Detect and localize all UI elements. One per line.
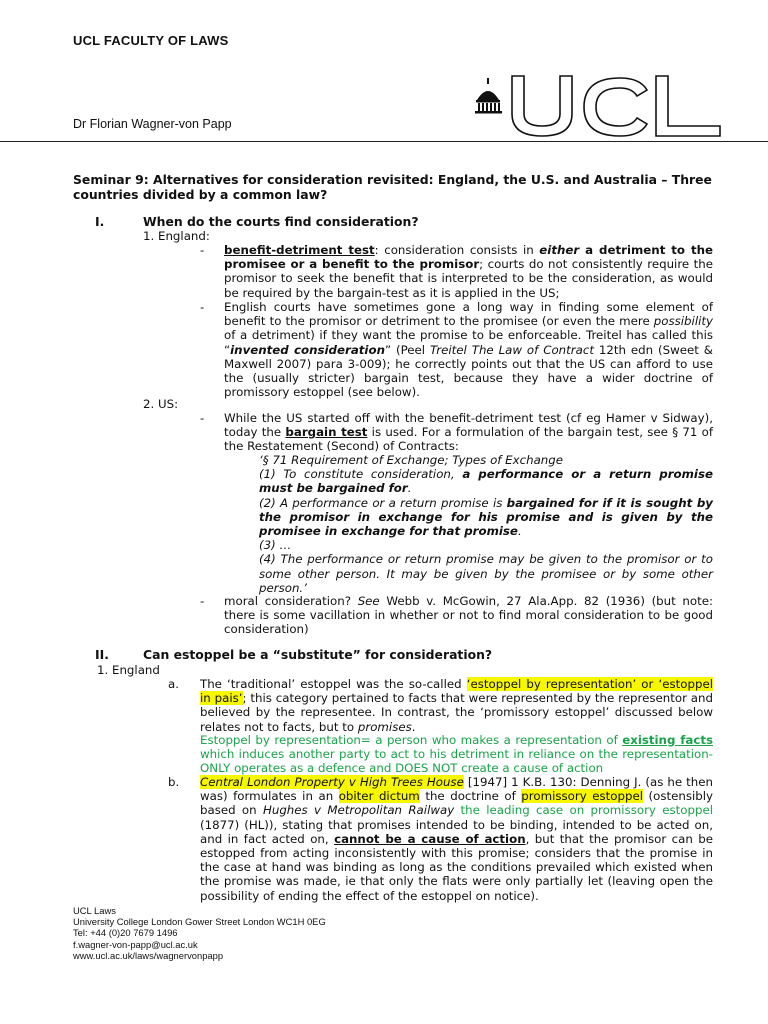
emphasis: promises [357, 719, 412, 734]
seminar-title: Seminar 9: Alternatives for consideration revisited: England, the U.S. and Australia – Three countries divided by a common law? [73, 172, 712, 202]
benefit-detriment-paragraph [224, 243, 713, 300]
text: (1877) (HL)), stating that promises intended to be binding, intended to be acted on, and in fact acted on, [200, 817, 713, 846]
text: Estoppel by representation= a person who makes a representation of [200, 733, 623, 747]
highlighted-text: obiter dictum [338, 789, 420, 804]
section-title: When do the courts find consideration? [143, 214, 419, 229]
bullet-dash: - [200, 300, 205, 314]
text: . [411, 719, 416, 734]
item-marker: a. [168, 677, 179, 691]
text: moral consideration? [224, 594, 358, 608]
high-trees-paragraph [200, 775, 713, 903]
faculty-name: UCL FACULTY OF LAWS [73, 33, 229, 48]
highlighted-text: promissory estoppel [521, 789, 643, 804]
emphasis: cannot be a cause of action [334, 831, 526, 846]
text: English courts have sometimes gone a long way in finding some element of benefit to the promisor or detriment to the promisee (or even the mere [224, 300, 713, 329]
footer-line: University College London Gower Street London WC1H 0EG [73, 916, 326, 928]
text: (ostensibly based on [200, 789, 714, 818]
quote-line [259, 467, 713, 495]
quote-line: (4) The performance or return promise may be given to the promisor or to some other person. It may be given by the promisee or by some other person.’ [259, 552, 713, 595]
note-text: the leading case on promissory estoppel [454, 803, 713, 818]
bullet-dash: - [200, 243, 205, 257]
section-title: Can estoppel be a “substitute” for consideration? [143, 647, 493, 662]
text: ; this category pertained to facts that were represented by the representor and believed by the representee. In contrast, the ‘promissory estoppel’ discussed below relates not to facts, but to [200, 691, 713, 734]
bullet-dash: - [200, 411, 205, 425]
bargain-test-paragraph [224, 411, 713, 454]
emphasis: See [357, 594, 380, 608]
invented-consideration-paragraph [224, 300, 713, 399]
emphasis: a detriment to the promisee or a benefit to the promisor [224, 243, 714, 272]
term: invented consideration [230, 342, 385, 357]
emphasis: possibility [653, 314, 713, 329]
text: (2) A performance or a return promise is [259, 495, 507, 510]
emphasis: bargained for if it is sought by the promisor in exchange for his promise and is given by the promisee in exchange for that promise [259, 495, 713, 539]
footer-email[interactable]: f.wagner-von-papp@ucl.ac.uk [73, 938, 198, 950]
restatement-quote [259, 453, 713, 595]
item-marker: b. [168, 775, 180, 789]
text: the doctrine of [419, 789, 522, 804]
case-name: Central London Property v High Trees House [200, 775, 464, 789]
text: is used. For a formulation of the bargain test, see § 71 of the Restatement (Second) of Contracts: [224, 425, 713, 454]
text: , but that the promisor can be estopped from acting inconsistently with this promise; considers that the promise in the case at hand was binding as long as the conditions prevailed which existed when the promise was made, ie that only the flats were only partially let (leaving open the possibility of ending the effect of the estoppel on notice). [200, 831, 713, 903]
footer-website[interactable]: www.ucl.ac.uk/laws/wagnervonpapp [73, 949, 224, 961]
subsection-england: 1. England: [143, 229, 210, 243]
text: . [517, 524, 522, 539]
text: (1) To constitute consideration, [259, 467, 463, 482]
quote-line: ‘§ 71 Requirement of Exchange; Types of Exchange [259, 453, 564, 467]
highlighted-text: ‘estoppel by representation’ or ‘estoppel in pais’ [200, 677, 714, 706]
moral-consideration-paragraph [224, 594, 713, 637]
footer-phone: Tel: +44 (0)20 7679 1496 [73, 927, 178, 939]
text: which induces another party to act to his detriment in reliance on the representation- ONLY operates as a defence and DOES NOT create a cause of action [200, 747, 713, 776]
text: ” (Peel [384, 342, 430, 357]
text: ; courts do not consistently require the promisor to seek the benefit that is interpreted to be the consideration, as would be required by the bargain-test as it is applied in the US; [224, 257, 713, 300]
header-divider [0, 141, 768, 142]
section-number: I. [95, 214, 105, 229]
estoppel-note [200, 733, 713, 776]
text: : consideration consists in [374, 243, 540, 257]
footer-address [73, 905, 326, 961]
section-number: II. [95, 647, 109, 662]
text: While the US started off with the benefit-detriment test (cf eg Hamer v Sidway), today the [224, 411, 713, 440]
author-name: Dr Florian Wagner-von Papp [73, 117, 232, 131]
bullet-dash: - [200, 594, 205, 608]
quote-line [259, 496, 713, 539]
term: bargain test [285, 425, 368, 440]
case-name: Hughes v Metropolitan Railway [262, 803, 455, 818]
subsection-england-2: 1. England [97, 663, 160, 677]
emphasis: a performance or a return promise must be bargained for [259, 467, 714, 496]
estoppel-by-representation-paragraph [200, 677, 713, 734]
text: of a detriment) if they want the promise to be enforceable. Treitel has called this “ [224, 328, 713, 357]
emphasis: either [539, 243, 580, 257]
term: benefit-detriment test [224, 243, 375, 257]
book-title: Treitel The Law of Contract [430, 342, 594, 357]
ucl-logo [472, 74, 724, 140]
text: Webb v. McGowin, 27 Ala.App. 82 (1936) (but note: there is some vacillation in whether or not to find moral consideration to be good consideration) [224, 594, 713, 637]
text: [1947] 1 K.B. 130: Denning J. (as he then was) formulates in an [200, 775, 713, 804]
portico-icon [475, 78, 502, 114]
footer-line: UCL Laws [73, 905, 116, 916]
emphasis: existing facts [622, 733, 713, 747]
quote-line: (3) … [259, 538, 292, 553]
text: . [407, 481, 412, 496]
text: 12th edn (Sweet & Maxwell 2007) para 3-009); he correctly points out that the US can afford to use the (usually stricter) bargain test, because they have a wider doctrine of promissory estoppel (see below). [224, 342, 713, 400]
subsection-us: 2. US: [143, 397, 179, 411]
svg-text:UCL: UCL [472, 74, 475, 75]
text: The ‘traditional’ estoppel was the so-called [200, 677, 467, 691]
